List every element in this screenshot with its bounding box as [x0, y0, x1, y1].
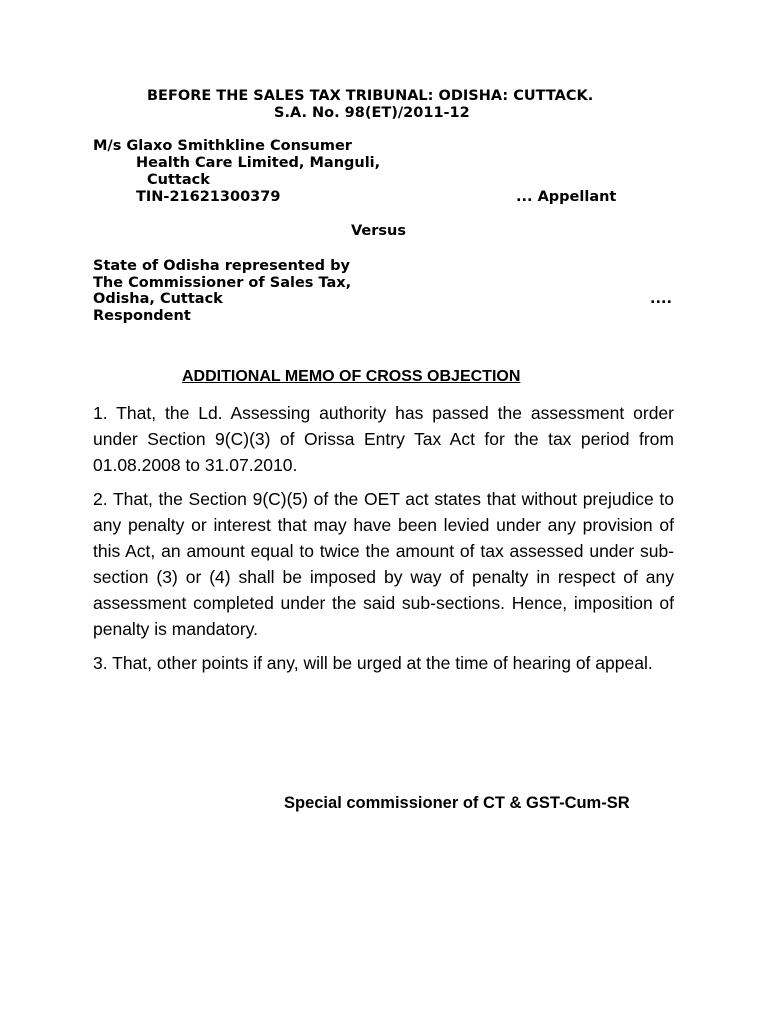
respondent-role: Respondent [93, 308, 191, 324]
respondent-line2: The Commissioner of Sales Tax, [93, 275, 352, 291]
appellant-tin: TIN-21621300379 [136, 189, 281, 205]
appellant-name-line1: M/s Glaxo Smithkline Consumer [93, 138, 352, 154]
respondent-dots: .... [650, 291, 673, 307]
respondent-line1: State of Odisha represented by [93, 258, 350, 274]
memo-title: ADDITIONAL MEMO OF CROSS OBJECTION [182, 368, 521, 385]
versus-label: Versus [351, 223, 406, 239]
appellant-city: Cuttack [147, 172, 210, 188]
appellant-name-line2: Health Care Limited, Manguli, [136, 155, 381, 171]
paragraph-1: 1. That, the Ld. Assessing authority has passed the assessment order under Section 9(C)(3) of Orissa Entry Tax Act for the tax period from 01.08.2008 to 31.07.2010. [93, 403, 674, 475]
appellant-role: ... Appellant [516, 189, 617, 205]
paragraph-2: 2. That, the Section 9(C)(5) of the OET act states that without prejudice to any penalty or interest that may have been levied under any provision of this Act, an amount equal to twice the amount of tax assessed under sub-section (3) or (4) shall be imposed by way of penalty in respect of any assessment completed under the said sub-sections. Hence, imposition of penalty is mandatory. [93, 489, 674, 639]
tribunal-heading: BEFORE THE SALES TAX TRIBUNAL: ODISHA: CUTTACK. [147, 88, 594, 104]
respondent-line3: Odisha, Cuttack [93, 291, 223, 307]
signature-line: Special commissioner of CT & GST-Cum-SR [284, 794, 630, 812]
case-number: S.A. No. 98(ET)/2011-12 [274, 105, 470, 121]
paragraph-3: 3. That, other points if any, will be urged at the time of hearing of appeal. [93, 653, 653, 673]
